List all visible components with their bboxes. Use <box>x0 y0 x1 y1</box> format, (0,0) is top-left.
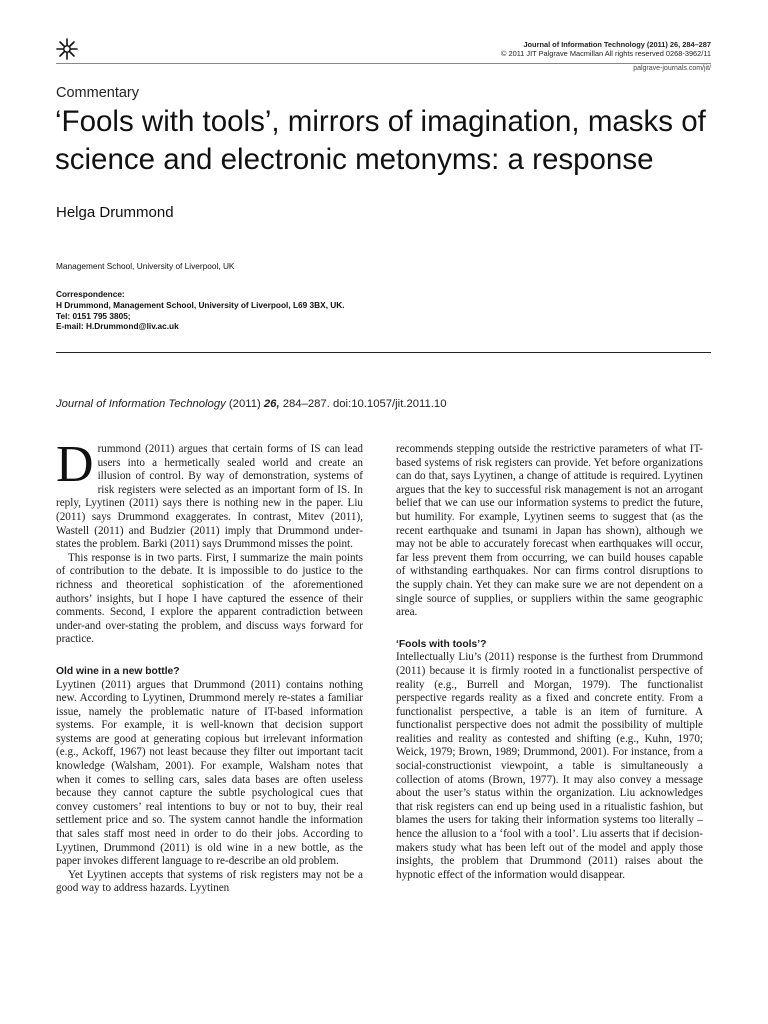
journal-line: Journal of Information Technology (2011) 26, 284–287 <box>523 40 711 49</box>
citation-year: (2011) <box>225 398 264 410</box>
correspondence-email-link[interactable]: E-mail: H.Drummond@liv.ac.uk <box>56 321 179 332</box>
citation-journal: Journal of Information Technology <box>56 398 226 410</box>
copyright-line: © 2011 JIT Palgrave Macmillan All rights reserved 0268-3962/11 <box>500 49 711 59</box>
header-rule <box>56 63 711 64</box>
body-paragraph: Yet Lyytinen accepts that systems of risk registers may not be a good way to address hazards. Lyytinen <box>56 868 363 895</box>
journal-header <box>371 40 711 59</box>
body-paragraph: Intellectually Liu’s (2011) response is the furthest from Drummond (2011) because it is firmly rooted in a functionalist perspective of reality (e.g., Burrell and Morgan, 1979). The functionalist perspective regards reality as a fixed and concrete entity. From a functionalist perspective, a table is an item of furniture. A functionalist perspective does not admit the possibility of multiple realities and reality as contested and shifting (e.g., Kuhn, 1970; Weick, 1979; Brown, 1989; Drummond, 2001). For instance, from a social-constructionist viewpoint, a table is simultaneously a collection of atoms (Brown, 1977). It may also convey a message about the user’s status within the organization. Liu acknowledges that risk registers can end up being used in a ritualistic fashion, but blames the users for taking their information systems too literally – hence the allusion to a ‘fool with a tool’. Liu asserts that if decision-makers study what has been left out of the model and apply those insights, the problem that Drummond (2011) raises about the hypnotic effect of the information would disappear. <box>396 651 703 881</box>
citation-line <box>56 398 446 410</box>
section-label: Commentary <box>56 85 139 101</box>
author-affiliation: Management School, University of Liverpool, UK <box>56 261 235 271</box>
correspondence-label: Correspondence: <box>56 289 125 299</box>
journal-url-link[interactable]: palgrave-journals.com/jit/ <box>633 65 711 72</box>
divider-rule <box>56 352 711 353</box>
correspondence-address: H Drummond, Management School, University of Liverpool, L69 3BX, UK. <box>56 299 345 310</box>
drop-cap: D <box>56 436 94 493</box>
body-paragraph: Lyytinen (2011) argues that Drummond (2011) contains nothing new. According to Lyytinen, Drummond merely re-states a familiar issue, namely the problematic nature of IT-based information systems. For example, it is well-known that decision support systems are good at generating copious but irrelevant information (e.g., Ackoff, 1967) not least because they filter out important tacit knowledge (Walsham, 2001). For example, Walsham notes that when it comes to selling cars, sales data bases are often useless because they cannot capture the subtle psychological cues that convey customers’ real intentions to buy or not to buy, their real settlement price and so. The system cannot handle the information that sales staff most need in order to do their jobs. According to Lyytinen, Drummond (2011) is old wine in a new bottle, as the paper invokes different language to re-describe an old problem. <box>56 678 363 868</box>
section-heading: Old wine in a new bottle? <box>56 665 180 677</box>
citation-volume: 26, <box>263 398 280 410</box>
section-heading: ‘Fools with tools’? <box>396 638 487 650</box>
publisher-logo-icon <box>56 38 78 60</box>
article-title: ‘Fools with tools’, mirrors of imagination, masks of science and electronic metonyms: a response <box>55 105 706 176</box>
body-paragraph: Drummond (2011) argues that certain forms of IS can lead users into a hermetically sealed world and create an illusion of control. By way of demonstration, systems of risk registers were selected as an important form of IS. In reply, Lyytinen (2011) says there is nothing new in the paper. Liu (2011) says Drummond exaggerates. In contrast, Mitev (2011), Wastell (2011) and Budzier (2011) imply that Drummond under-states the problem. Barki (2011) says Drummond misses the point. <box>56 436 363 551</box>
body-paragraph: This response is in two parts. First, I summarize the main points of contribution to the debate. It is impossible to do justice to the richness and theoretical sophistication of the aforementioned authors’ insights, but I hope I have captured the essence of their comments. Second, I explore the apparent contradiction between under-and over-stating the problem, and discuss ways forward for practice. <box>56 551 363 646</box>
citation-doi-link[interactable]: 284–287. doi:10.1057/jit.2011.10 <box>279 398 447 410</box>
body-paragraph: recommends stepping outside the restrictive parameters of what IT-based systems of risk registers can provide. Yet before organizations can do that, says Lyytinen, a change of attitude is required. Lyytinen argues that the key to successful risk management is not an arrogant belief that we can use our information systems to predict the future, but humility. For example, Lyytinen seems to suggest that (as the recent earthquake and tsunami in Japan has shown), although we may not be able to accurately forecast when earthquakes will occur, far less prevent them from occurring, we can build houses capable of withstanding earthquakes. Nor can firms control disruptions to the supply chain. Yet they can make sure we are not dependent on a single source of supplies, or suppliers within the same geographic area. <box>396 443 703 619</box>
correspondence-tel: Tel: 0151 795 3805; <box>56 310 131 321</box>
author-name: Helga Drummond <box>56 204 174 221</box>
body-column-right <box>396 443 703 882</box>
body-column-left <box>56 436 363 896</box>
correspondence-block <box>56 289 345 332</box>
